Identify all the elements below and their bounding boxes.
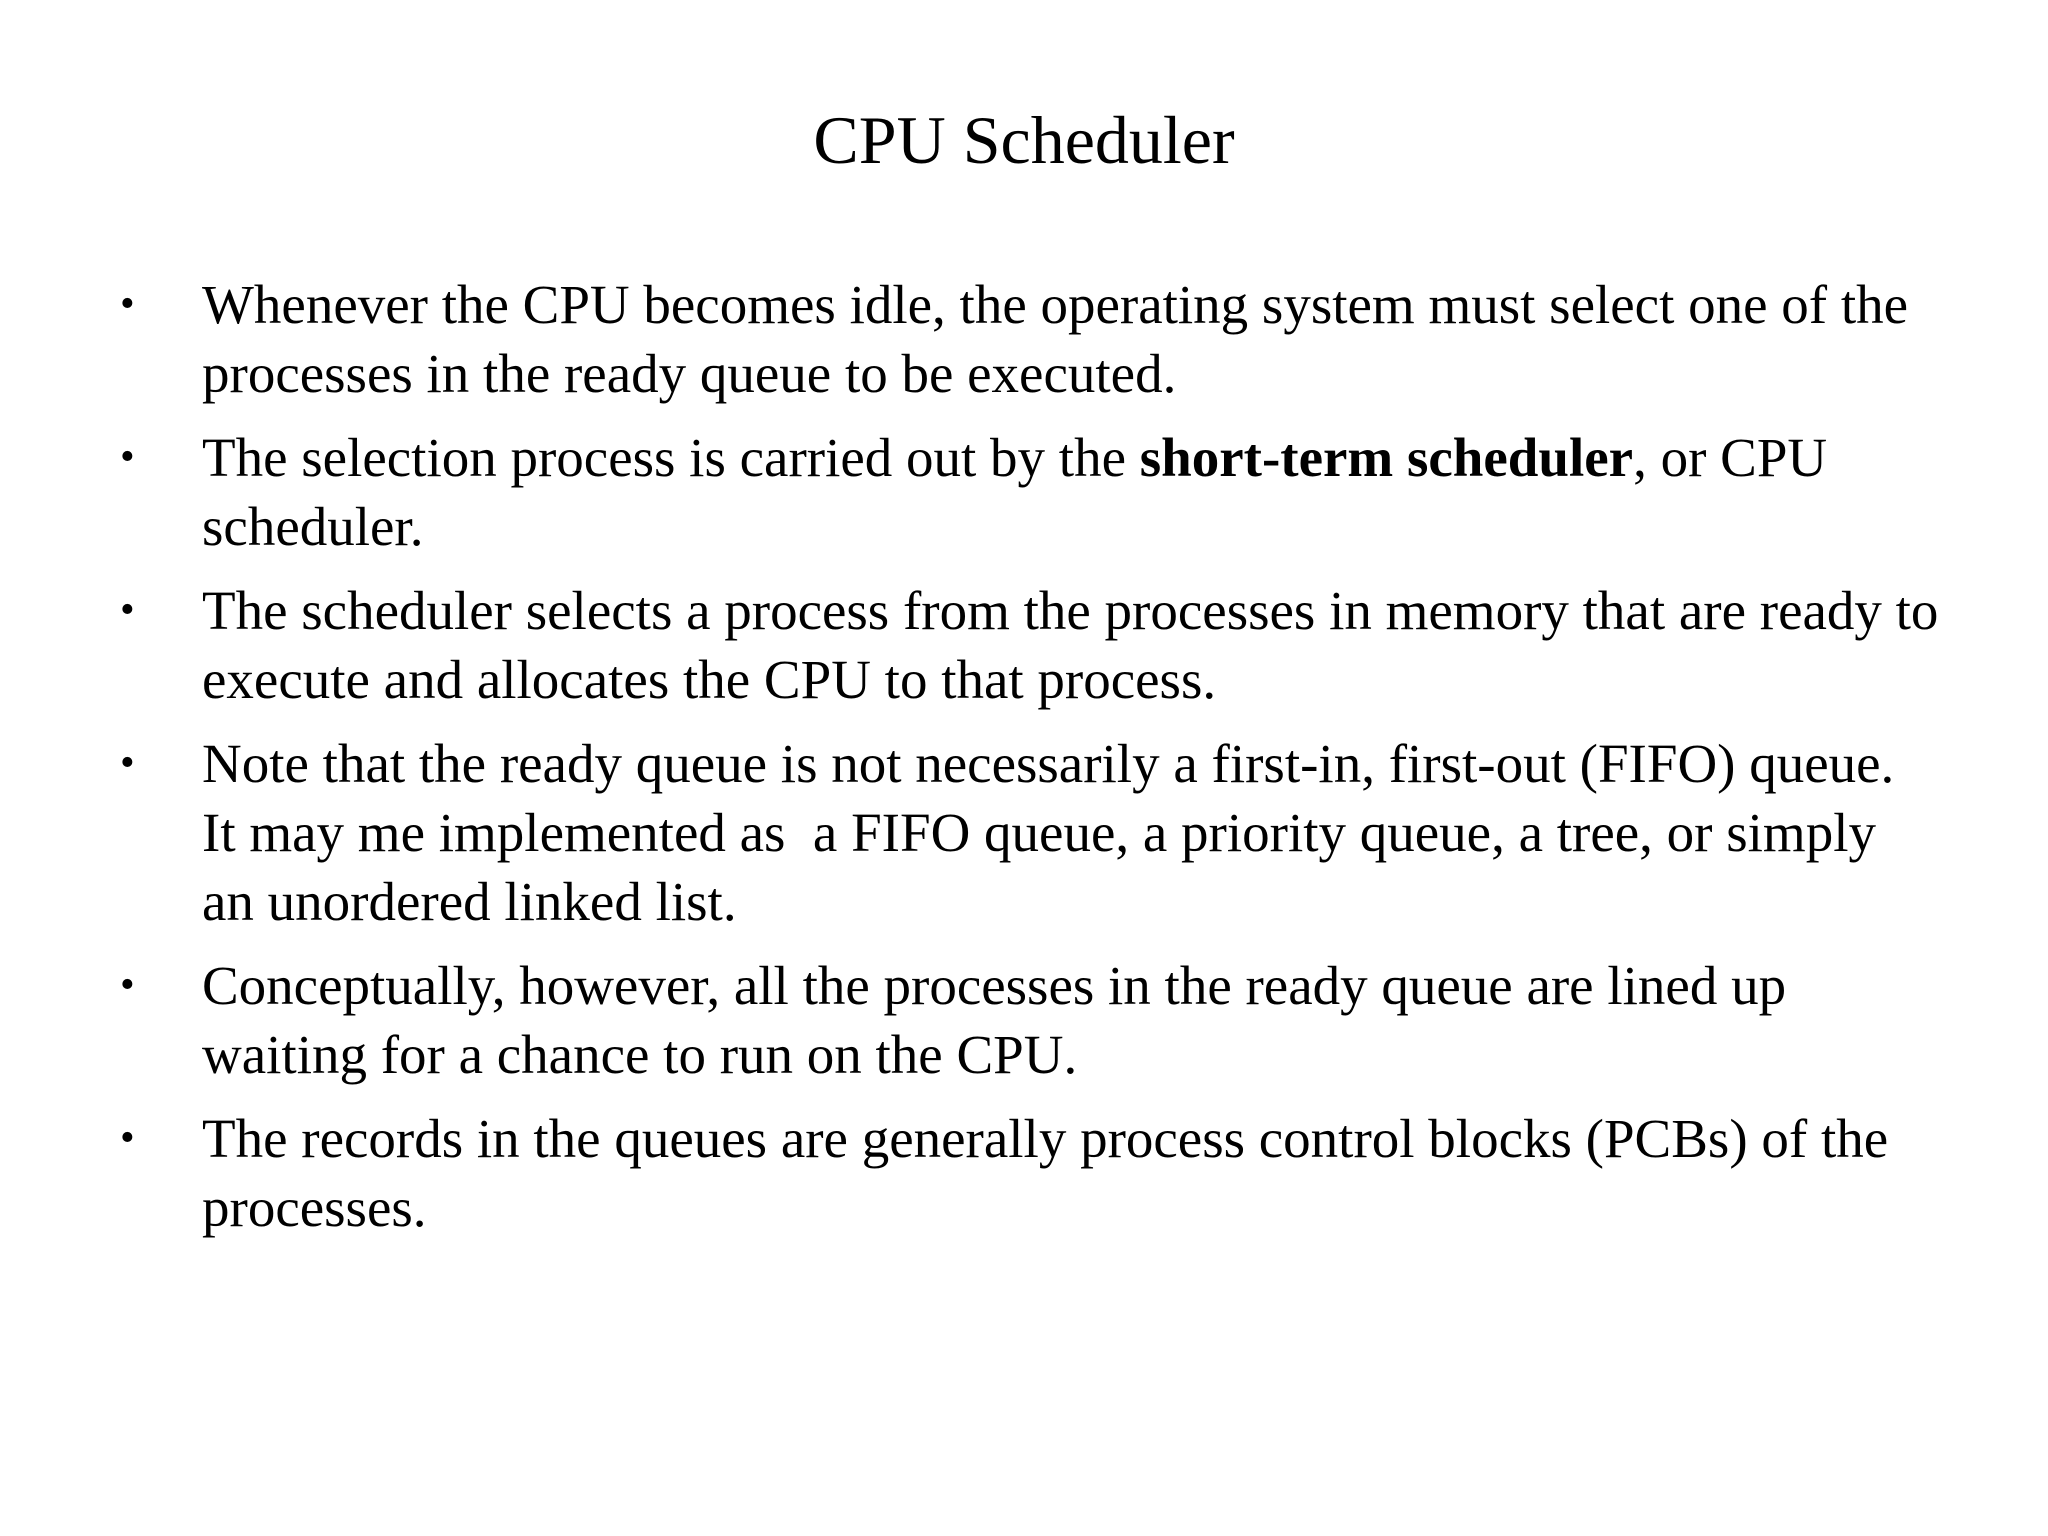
bullet-item <box>120 729 1940 936</box>
bullet-text: Note that the ready queue is not necessarily a first-in, first-out (FIFO) queue. It may me implemented as a FIFO queue, a priority queue, a tree, or simply an unordered linked list. <box>202 733 1909 932</box>
bullet-item <box>120 576 1940 714</box>
bullet-item <box>120 1104 1940 1242</box>
bullet-dot-icon: • <box>120 434 135 480</box>
bullet-text-after: , or CPU scheduler. <box>202 427 1828 557</box>
bullet-dot-icon: • <box>120 1115 135 1161</box>
bullet-dot-icon: • <box>120 962 135 1008</box>
slide-title: CPU Scheduler <box>813 102 1235 178</box>
bullet-text-before: The selection process is carried out by the <box>202 427 1140 488</box>
bullet-text: The scheduler selects a process from the processes in memory that are ready to execute and allocates the CPU to that process. <box>202 580 1939 710</box>
bullet-dot-icon: • <box>120 740 135 786</box>
bullet-item <box>120 270 1940 408</box>
bullet-text: Whenever the CPU becomes idle, the operating system must select one of the processes in the ready queue to be executed. <box>202 274 1909 404</box>
bullet-text: Conceptually, however, all the processes in the ready queue are lined up waiting for a chance to run on the CPU. <box>202 955 1787 1085</box>
bullet-dot-icon: • <box>120 587 135 633</box>
bullet-list <box>120 270 1940 1257</box>
bullet-dot-icon: • <box>120 281 135 327</box>
bullet-item <box>120 951 1940 1089</box>
bullet-text: The records in the queues are generally process control blocks (PCBs) of the processes. <box>202 1108 1889 1238</box>
bullet-item <box>120 423 1940 561</box>
bullet-text-bold: short-term scheduler <box>1139 427 1634 488</box>
